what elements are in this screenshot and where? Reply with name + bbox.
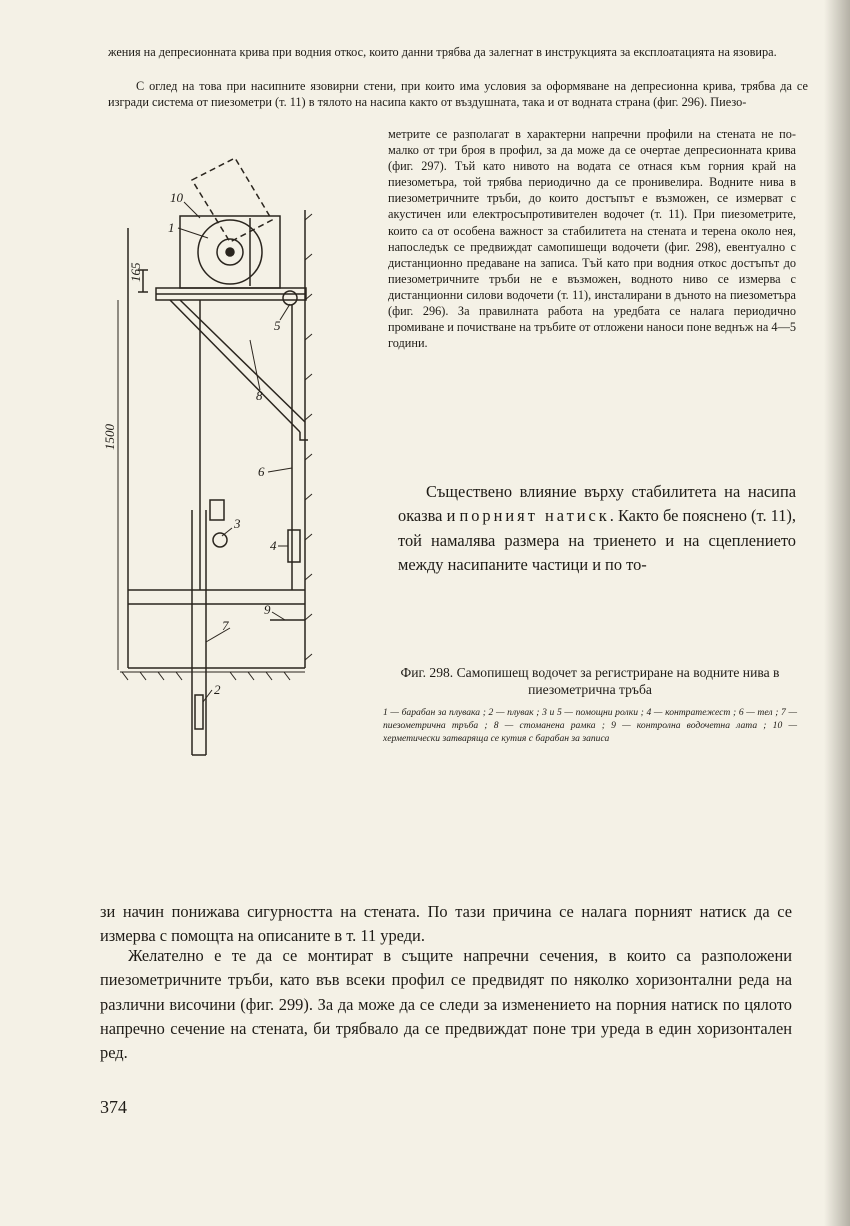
figure-label-6: 6 <box>258 464 265 479</box>
figure-label-8: 8 <box>256 388 263 403</box>
stability-lead: Съществено влияние върху стабилитета на насипа оказва и <box>398 482 796 526</box>
stability-paragraph <box>398 480 796 577</box>
page-edge-shadow <box>824 0 850 1226</box>
intro-paragraph: жения на депресионната крива при водния откос, които данни трябва да залегнат в инструкцията за експлоатацията на язовира. <box>108 45 777 59</box>
figure-label-9: 9 <box>264 602 271 617</box>
piezometer-paragraph-top: С оглед на това при насипните язовирни стени, при които има условия за оформяване на депресионна крива, трябва да се изгради система от пиезометри (т. 11) в тялото на насипа както от въздушната, така и от водната страна (фиг. 296). Пиезо- <box>108 79 808 110</box>
figure-label-2: 2 <box>214 682 221 697</box>
stability-term: порният натиск <box>459 506 610 526</box>
figure-label-1: 1 <box>168 220 175 235</box>
figure-label-3: 3 <box>234 516 241 531</box>
figure-dim-1500: 1500 <box>102 424 117 450</box>
figure-label-7: 7 <box>222 618 229 633</box>
figure-label-5: 5 <box>274 318 281 333</box>
bottom-paragraph-1: зи начин понижава сигурността на стената. По тази причина се налага порният натиск да се измерва с помощта на описаните в т. 11 уреди. <box>100 902 792 946</box>
stability-rest: . Както бе пояснено (т. 11), той намалява размера на триенето и на сцеплението между насипаните частици и по то- <box>398 506 796 574</box>
figure-label-4: 4 <box>270 538 277 553</box>
page-number: 374 <box>100 1097 127 1117</box>
figure-298-drawing <box>100 150 340 770</box>
bottom-paragraph-2: Желателно е те да се монтират в същите напречни сечения, в които са разположени пиезометричните тръби, като във всеки профил се предвидят по няколко хоризонтални реда на различни височини (фиг. 299). За да може да се следи за изменението на порния натиск по цялото напречно сечение на стената, би трябвало да се предвиждат поне три уреда в един хоризонтален ред. <box>100 946 792 1063</box>
figure-caption-legend: 1 — барабан за плувака ; 2 — плувак ; 3 и 5 — помощни ролки ; 4 — контратежест ; 6 — тел ; 7 — пиезометрична тръба ; 8 — стоманена рамка ; 9 — контролна водочетна лата ; 10 — херметически затваряща се кутия с барабан за записа <box>383 707 797 744</box>
figure-dim-165: 165 <box>128 262 143 282</box>
figure-label-10: 10 <box>170 190 183 205</box>
piezometer-paragraph-side: метрите се разполагат в характерни напречни профили на стената не по-малко от три броя в профил, за да може да се очертае депресионната крива (фиг. 297). Тъй като нивото на водата се отнася към горния край на пиезометъра, той трябва периодично да се пронивелира. Водните нива в пиезометричните тръби, до които достъпът е възможен, се измерват с акустичен или електросъпротивителен водочет (т. 11). При пиезометрите, които са от особена важност за стабилитета на стената и терена около нея, напоследък се предвиждат самопишещи водочети (фиг. 298), евентуално с дистанционно предаване на записа. Тъй като при водния откос достъпът до пиезометричните тръби не е възможен, водното ниво се измерва с дистанционни силови водочети (т. 11), инсталирани в дъното на пиезометъра (фиг. 296). За правилната работа на уредбата се налага периодично промиване и почистване на тръбите от отложени наноси поне веднъж на 4—5 години. <box>388 127 797 351</box>
figure-caption-title: Фиг. 298. Самопишещ водочет за регистриране на водните нива в пиезометрична тръба <box>400 665 780 697</box>
